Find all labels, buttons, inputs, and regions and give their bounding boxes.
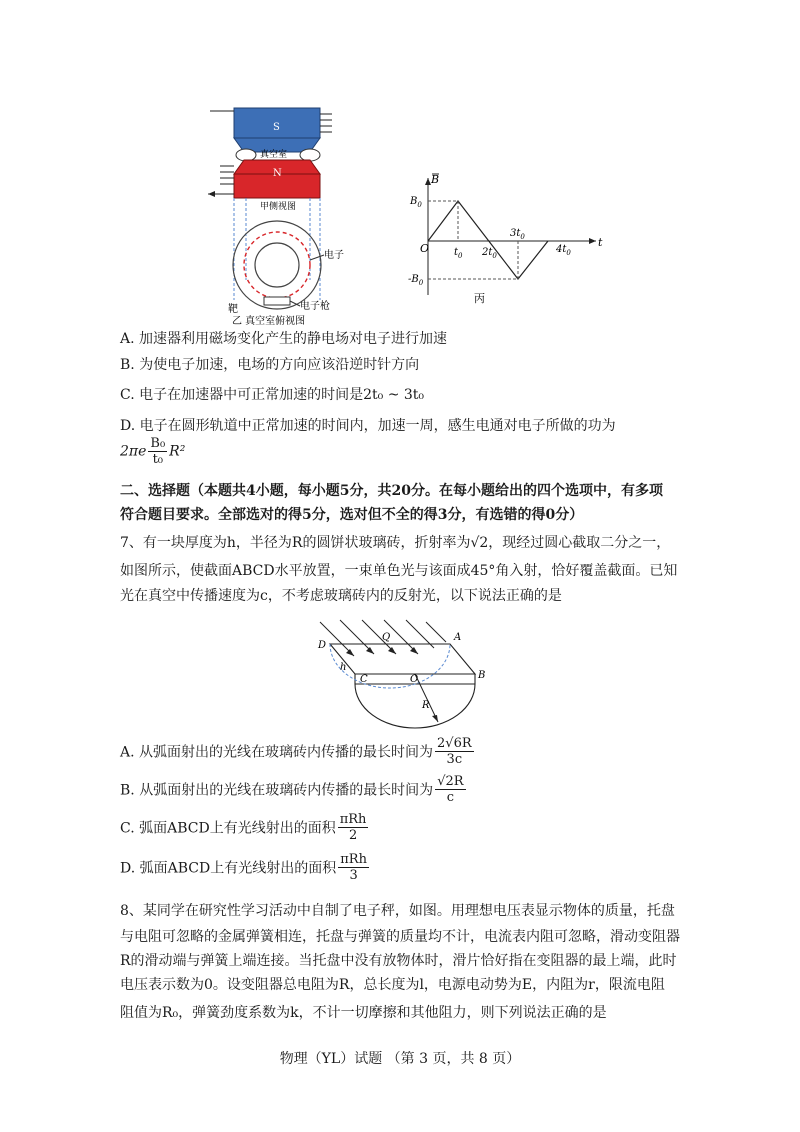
- t-axis-label: t: [598, 236, 603, 249]
- glass-brick-figure: [310, 616, 500, 736]
- electron-gun-label: 电子枪: [300, 301, 330, 312]
- half-disc-arc: [355, 684, 475, 728]
- point-o-label: O: [410, 674, 419, 685]
- q7-line3: 光在真空中传播速度为c，不考虑玻璃砖内的反射光，以下说法正确的是: [120, 588, 562, 604]
- q7-option-d: D. 弧面ABCD上有光线射出的面积 $\frac{\text{πRh}}{3}$: [120, 852, 367, 883]
- neg-b0-label: $-B_0$: [408, 274, 424, 287]
- q7-option-a: A. 从弧面射出的光线在玻璃砖内传播的最长时间为 $\frac{2√6R}{3c}$: [120, 736, 472, 767]
- top-view-label: 乙 真空室俯视图: [232, 316, 306, 327]
- electron-gun: [264, 297, 290, 305]
- thickness-h-label: h: [340, 662, 347, 673]
- q7-line2: 如图所示，使截面ABCD水平放置，一束单色光与该面成45°角入射，恰好覆盖截面。已知: [120, 563, 678, 579]
- q7-option-b: B. 从弧面射出的光线在玻璃砖内传播的最长时间为 $\frac{√2R}{c}$: [120, 774, 464, 805]
- n-label: N: [273, 168, 282, 179]
- section2-header-line1: 二、选择题（本题共4小题，每小题5分，共20分。在每小题给出的四个选项中，有多项: [120, 483, 663, 499]
- top-face: [330, 644, 475, 674]
- vacuum-chamber-label: 真空室: [260, 150, 288, 160]
- t0-label: $t_0$: [454, 247, 463, 260]
- q8-line4: 电压表示数为0。设变阻器总电阻为R，总长度为l，电源电动势为E，内阻为r，限流电阻: [120, 977, 665, 993]
- point-a-label: A: [454, 632, 462, 643]
- q6-option-d: D. 电子在圆形轨道中正常加速的时间内，加速一周，感生电通对电子所做的功为: [120, 418, 616, 434]
- chamber-right: [300, 149, 320, 161]
- q7-option-c: C. 弧面ABCD上有光线射出的面积 $\frac{\text{πRh}}{2}$: [120, 812, 367, 843]
- point-d-label: D: [318, 640, 327, 651]
- b-axis-label: B: [431, 173, 440, 186]
- graph-caption: 丙: [474, 292, 485, 305]
- origin-label: O: [420, 242, 430, 255]
- q6-option-c: C. 电子在加速器中可正常加速的时间是2t₀ ~ 3t₀: [120, 387, 425, 403]
- b-waveform: [428, 201, 548, 279]
- q8-line5: 阻值为R₀，弹簧劲度系数为k，不计一切摩擦和其他阻力，则下列说法正确的是: [120, 1005, 607, 1021]
- b0-label: $B_0$: [410, 196, 422, 209]
- chamber-inner-ring: [255, 243, 299, 287]
- point-q-label: Q: [382, 632, 391, 643]
- q6-option-a: A. 加速器利用磁场变化产生的静电场对电子进行加速: [120, 331, 448, 347]
- chamber-left: [236, 149, 256, 161]
- page-footer: 物理（YL）试题 （第 3 页，共 8 页）: [279, 1051, 521, 1067]
- s-label: S: [273, 122, 280, 133]
- 4t0-label: $4t_0$: [556, 244, 571, 257]
- 3t0-label: $3t_0$: [510, 228, 525, 241]
- q6-option-b: B. 为使电子加速，电场的方向应该沿逆时针方向: [120, 357, 420, 373]
- q8-line1: 8、某同学在研究性学习活动中自制了电子秤，如图。用理想电压表显示物体的质量，托盘: [120, 903, 675, 919]
- q6-option-d-formula: 2πe $\frac{\text{B₀}}{\text{t₀}}$ R²: [120, 436, 186, 467]
- q8-line3: R的滑动端与弹簧上端连接。当托盘中没有放物体时，滑片恰好指在变阻器的最上端，此时: [120, 953, 677, 969]
- b-t-graph: [410, 170, 610, 310]
- point-c-label: C: [360, 674, 368, 685]
- q8-line2: 与电阻可忽略的金属弹簧相连，托盘与弹簧的质量均不计，电流表内阻可忽略，滑动变阻器: [120, 929, 680, 945]
- accelerator-figure: [200, 100, 360, 330]
- q7-line1: 7、有一块厚度为h，半径为R的圆饼状玻璃砖，折射率为√2，现经过圆心截取二分之一，: [120, 535, 671, 551]
- target-label: 靶: [228, 304, 238, 315]
- electron-orbit: [244, 232, 310, 298]
- radius-r-label: R: [422, 700, 430, 711]
- point-b-label: B: [478, 670, 486, 681]
- side-view-label: 甲侧视图: [260, 202, 297, 212]
- 2t0-label: $2t_0$: [482, 247, 497, 260]
- section2-header-line2: 符合题目要求。全部选对的得5分，选对但不全的得3分，有选错的得0分）: [120, 507, 584, 523]
- electron-label: 电子: [324, 250, 344, 261]
